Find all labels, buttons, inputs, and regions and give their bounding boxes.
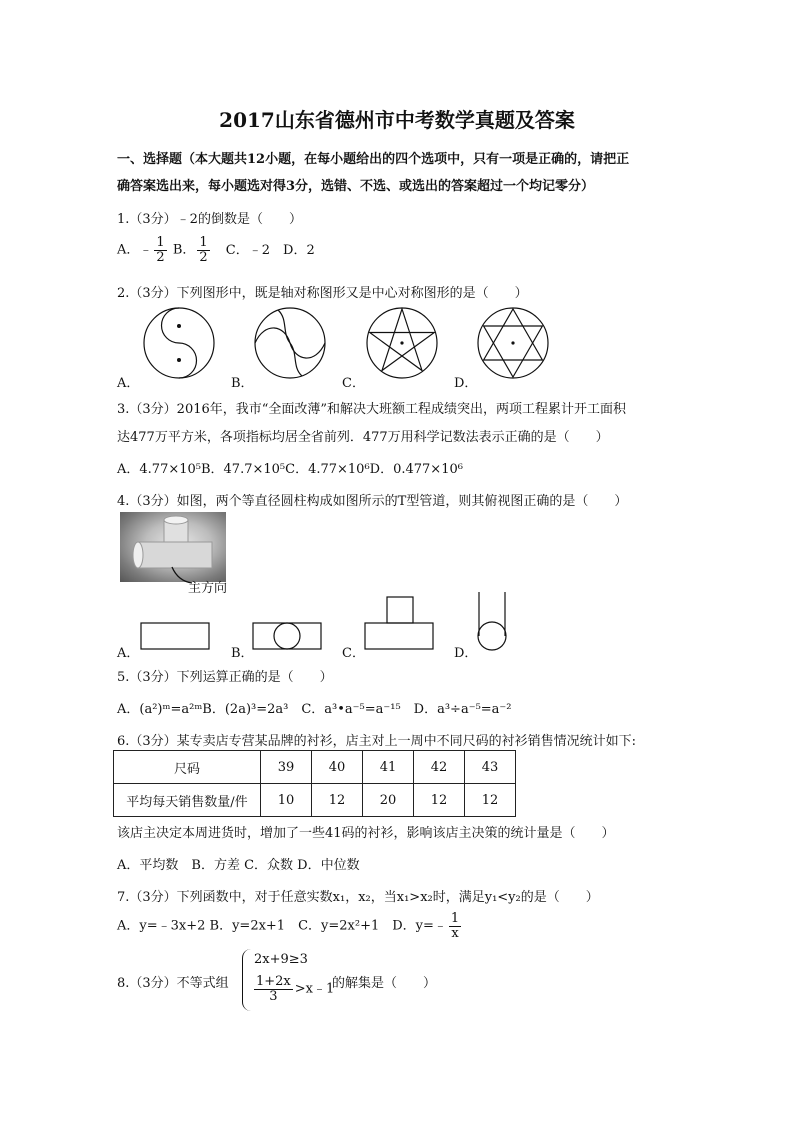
- q1-stem: 1.（3分）﹣2的倒数是（ ）: [117, 212, 302, 227]
- pentagram-figure: [367, 308, 437, 378]
- q6-followup: 该店主决定本周进货时，增加了一些41码的衬衫，影响该店主决策的统计量是（ ）: [117, 826, 615, 841]
- q4-stem: 4.（3分）如图，两个等直径圆柱构成如图所示的T型管道，则其俯视图正确的是（ ）: [117, 494, 628, 509]
- q1-options-cd: C．﹣2 D．2: [225, 242, 315, 258]
- q5-stem: 5.（3分）下列运算正确的是（ ）: [117, 670, 333, 685]
- table-row-sales: [114, 784, 516, 817]
- q8-stem-suffix: 的解集是（ ）: [332, 976, 437, 991]
- q6-stem: 6.（3分）某专卖店专营某品牌的衬衫，店主对上一周中不同尺码的衬衫销售情况统计如下:: [117, 734, 637, 749]
- q3-options: A．4.77×10⁵B．47.7×10⁵C．4.77×10⁶D．0.477×10⁶: [117, 462, 463, 477]
- q4-label-b: B．: [231, 646, 254, 661]
- q2-label-a: A．: [117, 376, 140, 391]
- section-heading-line1: 一、选择题（本大题共12小题，在每小题给出的四个选项中，只有一项是正确的，请把正: [117, 152, 630, 167]
- q2-stem: 2.（3分）下列图形中，既是轴对称图形又是中心对称图形的是（ ）: [117, 286, 528, 301]
- taiji-figure: [144, 308, 214, 378]
- q4-caption: 主方向: [188, 581, 228, 596]
- q2-label-d: D．: [454, 376, 478, 391]
- table-cell: 42: [414, 751, 465, 784]
- q2-label-c: C．: [342, 376, 365, 391]
- section-heading-line2: 确答案选出来，每小题选对得3分，选错、不选、或选出的答案超过一个均记零分）: [117, 179, 595, 194]
- swirl-figure: [255, 308, 325, 378]
- q4-option-c-figure: [365, 597, 433, 649]
- table-cell: 平均每天销售数量/件: [114, 784, 261, 817]
- q4-label-c: C．: [342, 646, 365, 661]
- q1-options: [117, 236, 315, 264]
- q8-inequality-2: $\frac{1+2x}{3}$ >x﹣1: [256, 974, 335, 1004]
- q7-option-d-fraction: $\frac{1}{x}$: [450, 911, 460, 941]
- table-cell: 尺码: [114, 751, 261, 784]
- hexagram-figure: [478, 308, 548, 378]
- q4-option-d-figure: [478, 592, 506, 650]
- table-cell: 40: [312, 751, 363, 784]
- table-cell: 12: [312, 784, 363, 817]
- q1-option-a-fraction: $\frac{1}{2}$: [156, 235, 165, 265]
- q4-option-a-figure: [141, 623, 209, 649]
- q7-options-text: A．y=﹣3x+2 B．y=2x+1 C．y=2x²+1 D．y=﹣: [117, 918, 447, 934]
- q7-options: [117, 912, 463, 940]
- q1-option-a-prefix: A．﹣: [117, 242, 153, 258]
- table-cell: 10: [261, 784, 312, 817]
- q3-stem-line2: 达477万平方米，各项指标均居全省前列．477万用科学记数法表示正确的是（ ）: [117, 430, 609, 445]
- table-cell: 43: [465, 751, 516, 784]
- q5-options: A．(a²)ᵐ=a²ᵐB．(2a)³=2a³ C．a³•a⁻⁵=a⁻¹⁵ D．a³÷a⁻⁵=a⁻²: [117, 702, 512, 717]
- q8-stem-prefix: 8.（3分）不等式组: [117, 976, 229, 991]
- table-cell: 41: [363, 751, 414, 784]
- q2-label-b: B．: [231, 376, 254, 391]
- q1-option-b-fraction: $\frac{1}{2}$: [199, 235, 208, 265]
- system-brace: [242, 949, 251, 1011]
- q6-options: A．平均数 B．方差 C．众数 D．中位数: [117, 858, 360, 873]
- q7-stem: 7.（3分）下列函数中，对于任意实数x₁，x₂，当x₁>x₂时，满足y₁<y₂的是（ ）: [117, 890, 599, 905]
- page-title: 2017山东省德州市中考数学真题及答案: [219, 108, 575, 132]
- table-cell: 20: [363, 784, 414, 817]
- table-cell: 12: [414, 784, 465, 817]
- table-cell: 39: [261, 751, 312, 784]
- table-cell: 12: [465, 784, 516, 817]
- q3-stem-line1: 3.（3分）2016年，我市“全面改薄”和解决大班额工程成绩突出，两项工程累计开工面积: [117, 402, 627, 417]
- q1-option-b-prefix: B．: [172, 242, 196, 258]
- q4-label-d: D．: [454, 646, 478, 661]
- table-row-size: [114, 751, 516, 784]
- q4-label-a: A．: [117, 646, 140, 661]
- q8-inequality-2-fraction: $\frac{1+2x}{3}$: [256, 974, 291, 1004]
- size-sales-table: [113, 750, 516, 817]
- q8-inequality-1: 2x+9≥3: [254, 952, 308, 967]
- q4-option-b-figure: [253, 623, 321, 649]
